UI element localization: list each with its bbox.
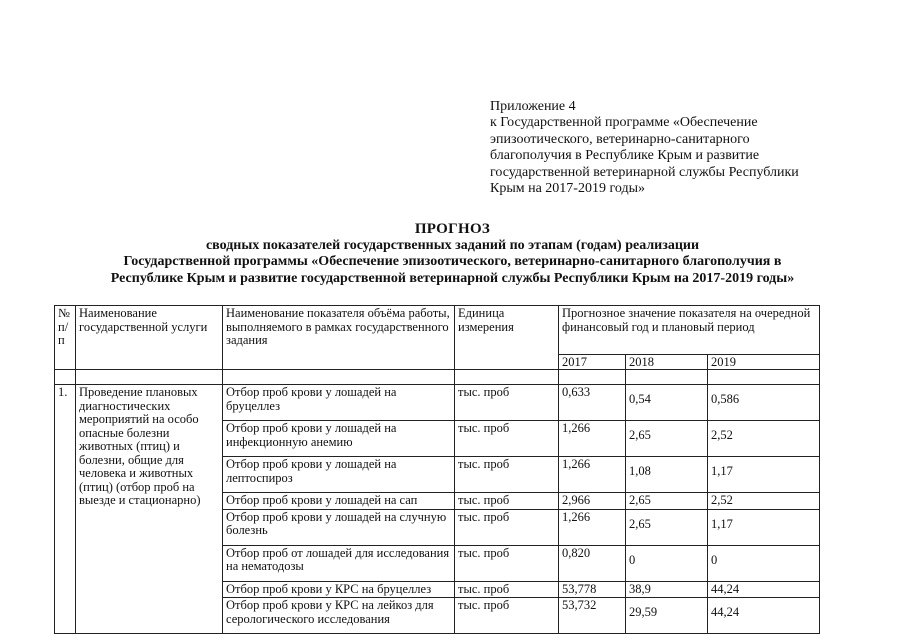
value-2018: 1,08 xyxy=(626,457,708,493)
unit-cell: тыс. проб xyxy=(455,598,559,634)
title-line: сводных показателей государственных заданий по этапам (годам) реализации xyxy=(205,237,700,253)
header-indicator: Наименование показателя объёма работы, выполняемого в рамках государственного задания xyxy=(223,306,455,370)
forecast-table xyxy=(54,305,820,634)
indicator-cell: Отбор проб крови у КРС на лейкоз для серологического исследования xyxy=(223,598,455,634)
value-2017: 1,266 xyxy=(559,457,626,493)
value-2017: 1,266 xyxy=(559,421,626,457)
value-2018: 29,59 xyxy=(626,598,708,634)
group-service: Проведение плановых диагностических мероприятий на особо опасные болезни животных (птиц) и болезни, общие для человека и животных (птиц) (отбор проб на выезде и стационарно) xyxy=(76,385,223,634)
unit-cell: тыс. проб xyxy=(455,545,559,581)
appendix-line: к Государственной программе «Обеспечение xyxy=(490,115,758,131)
indicator-cell: Отбор проб от лошадей для исследования на нематодозы xyxy=(223,545,455,581)
value-2018: 38,9 xyxy=(626,581,708,598)
appendix-line: благополучия в Республике Крым и развитие xyxy=(490,148,760,164)
table-row xyxy=(55,385,820,421)
header-num: № п/п xyxy=(55,306,76,370)
value-2019: 44,24 xyxy=(708,581,820,598)
header-service: Наименование государственной услуги xyxy=(76,306,223,370)
value-2019: 2,52 xyxy=(708,493,820,510)
appendix-note xyxy=(490,99,890,197)
unit-cell: тыс. проб xyxy=(455,457,559,493)
header-unit: Единица измерения xyxy=(455,306,559,370)
value-2017: 0,820 xyxy=(559,545,626,581)
unit-cell: тыс. проб xyxy=(455,509,559,545)
value-2017: 1,266 xyxy=(559,509,626,545)
header-forecast: Прогнозное значение показателя на очередной финансовый год и плановый период xyxy=(559,306,820,355)
value-2019: 1,17 xyxy=(708,457,820,493)
appendix-line: эпизоотического, ветеринарно-санитарного xyxy=(490,131,750,147)
appendix-line: государственной ветеринарной службы Республики xyxy=(490,164,799,180)
value-2017: 2,966 xyxy=(559,493,626,510)
value-2017: 0,633 xyxy=(559,385,626,421)
header-year: 2017 xyxy=(559,355,626,370)
value-2019: 0,586 xyxy=(708,385,820,421)
value-2018: 2,65 xyxy=(626,421,708,457)
unit-cell: тыс. проб xyxy=(455,493,559,510)
indicator-cell: Отбор проб крови у лошадей на инфекционную анемию xyxy=(223,421,455,457)
indicator-cell: Отбор проб крови у лошадей на бруцеллез xyxy=(223,385,455,421)
title-main: ПРОГНОЗ xyxy=(414,221,491,237)
value-2019: 2,52 xyxy=(708,421,820,457)
title-line: Государственной программы «Обеспечение эпизоотического, ветеринарно-санитарного благополучия в xyxy=(123,254,782,269)
value-2017: 53,732 xyxy=(559,598,626,634)
indicator-cell: Отбор проб крови у лошадей на сап xyxy=(223,493,455,510)
appendix-line: Крым на 2017-2019 годы» xyxy=(490,181,645,197)
title-line: Республике Крым и развитие государственной ветеринарной службы Республики Крым на 2017-2019 годы» xyxy=(110,270,795,286)
value-2018: 2,65 xyxy=(626,509,708,545)
unit-cell: тыс. проб xyxy=(455,581,559,598)
unit-cell: тыс. проб xyxy=(455,385,559,421)
value-2019: 1,17 xyxy=(708,509,820,545)
header-year: 2019 xyxy=(708,355,820,370)
indicator-cell: Отбор проб крови у лошадей на лептоспироз xyxy=(223,457,455,493)
value-2017: 53,778 xyxy=(559,581,626,598)
value-2019: 0 xyxy=(708,545,820,581)
header-row xyxy=(55,306,820,355)
spacer-row xyxy=(55,370,820,385)
document-title xyxy=(0,221,905,287)
value-2018: 2,65 xyxy=(626,493,708,510)
appendix-line: Приложение 4 xyxy=(490,99,576,114)
indicator-cell: Отбор проб крови у лошадей на случную болезнь xyxy=(223,509,455,545)
header-year: 2018 xyxy=(626,355,708,370)
value-2018: 0 xyxy=(626,545,708,581)
unit-cell: тыс. проб xyxy=(455,421,559,457)
value-2018: 0,54 xyxy=(626,385,708,421)
indicator-cell: Отбор проб крови у КРС на бруцеллез xyxy=(223,581,455,598)
value-2019: 44,24 xyxy=(708,598,820,634)
group-num: 1. xyxy=(55,385,76,634)
